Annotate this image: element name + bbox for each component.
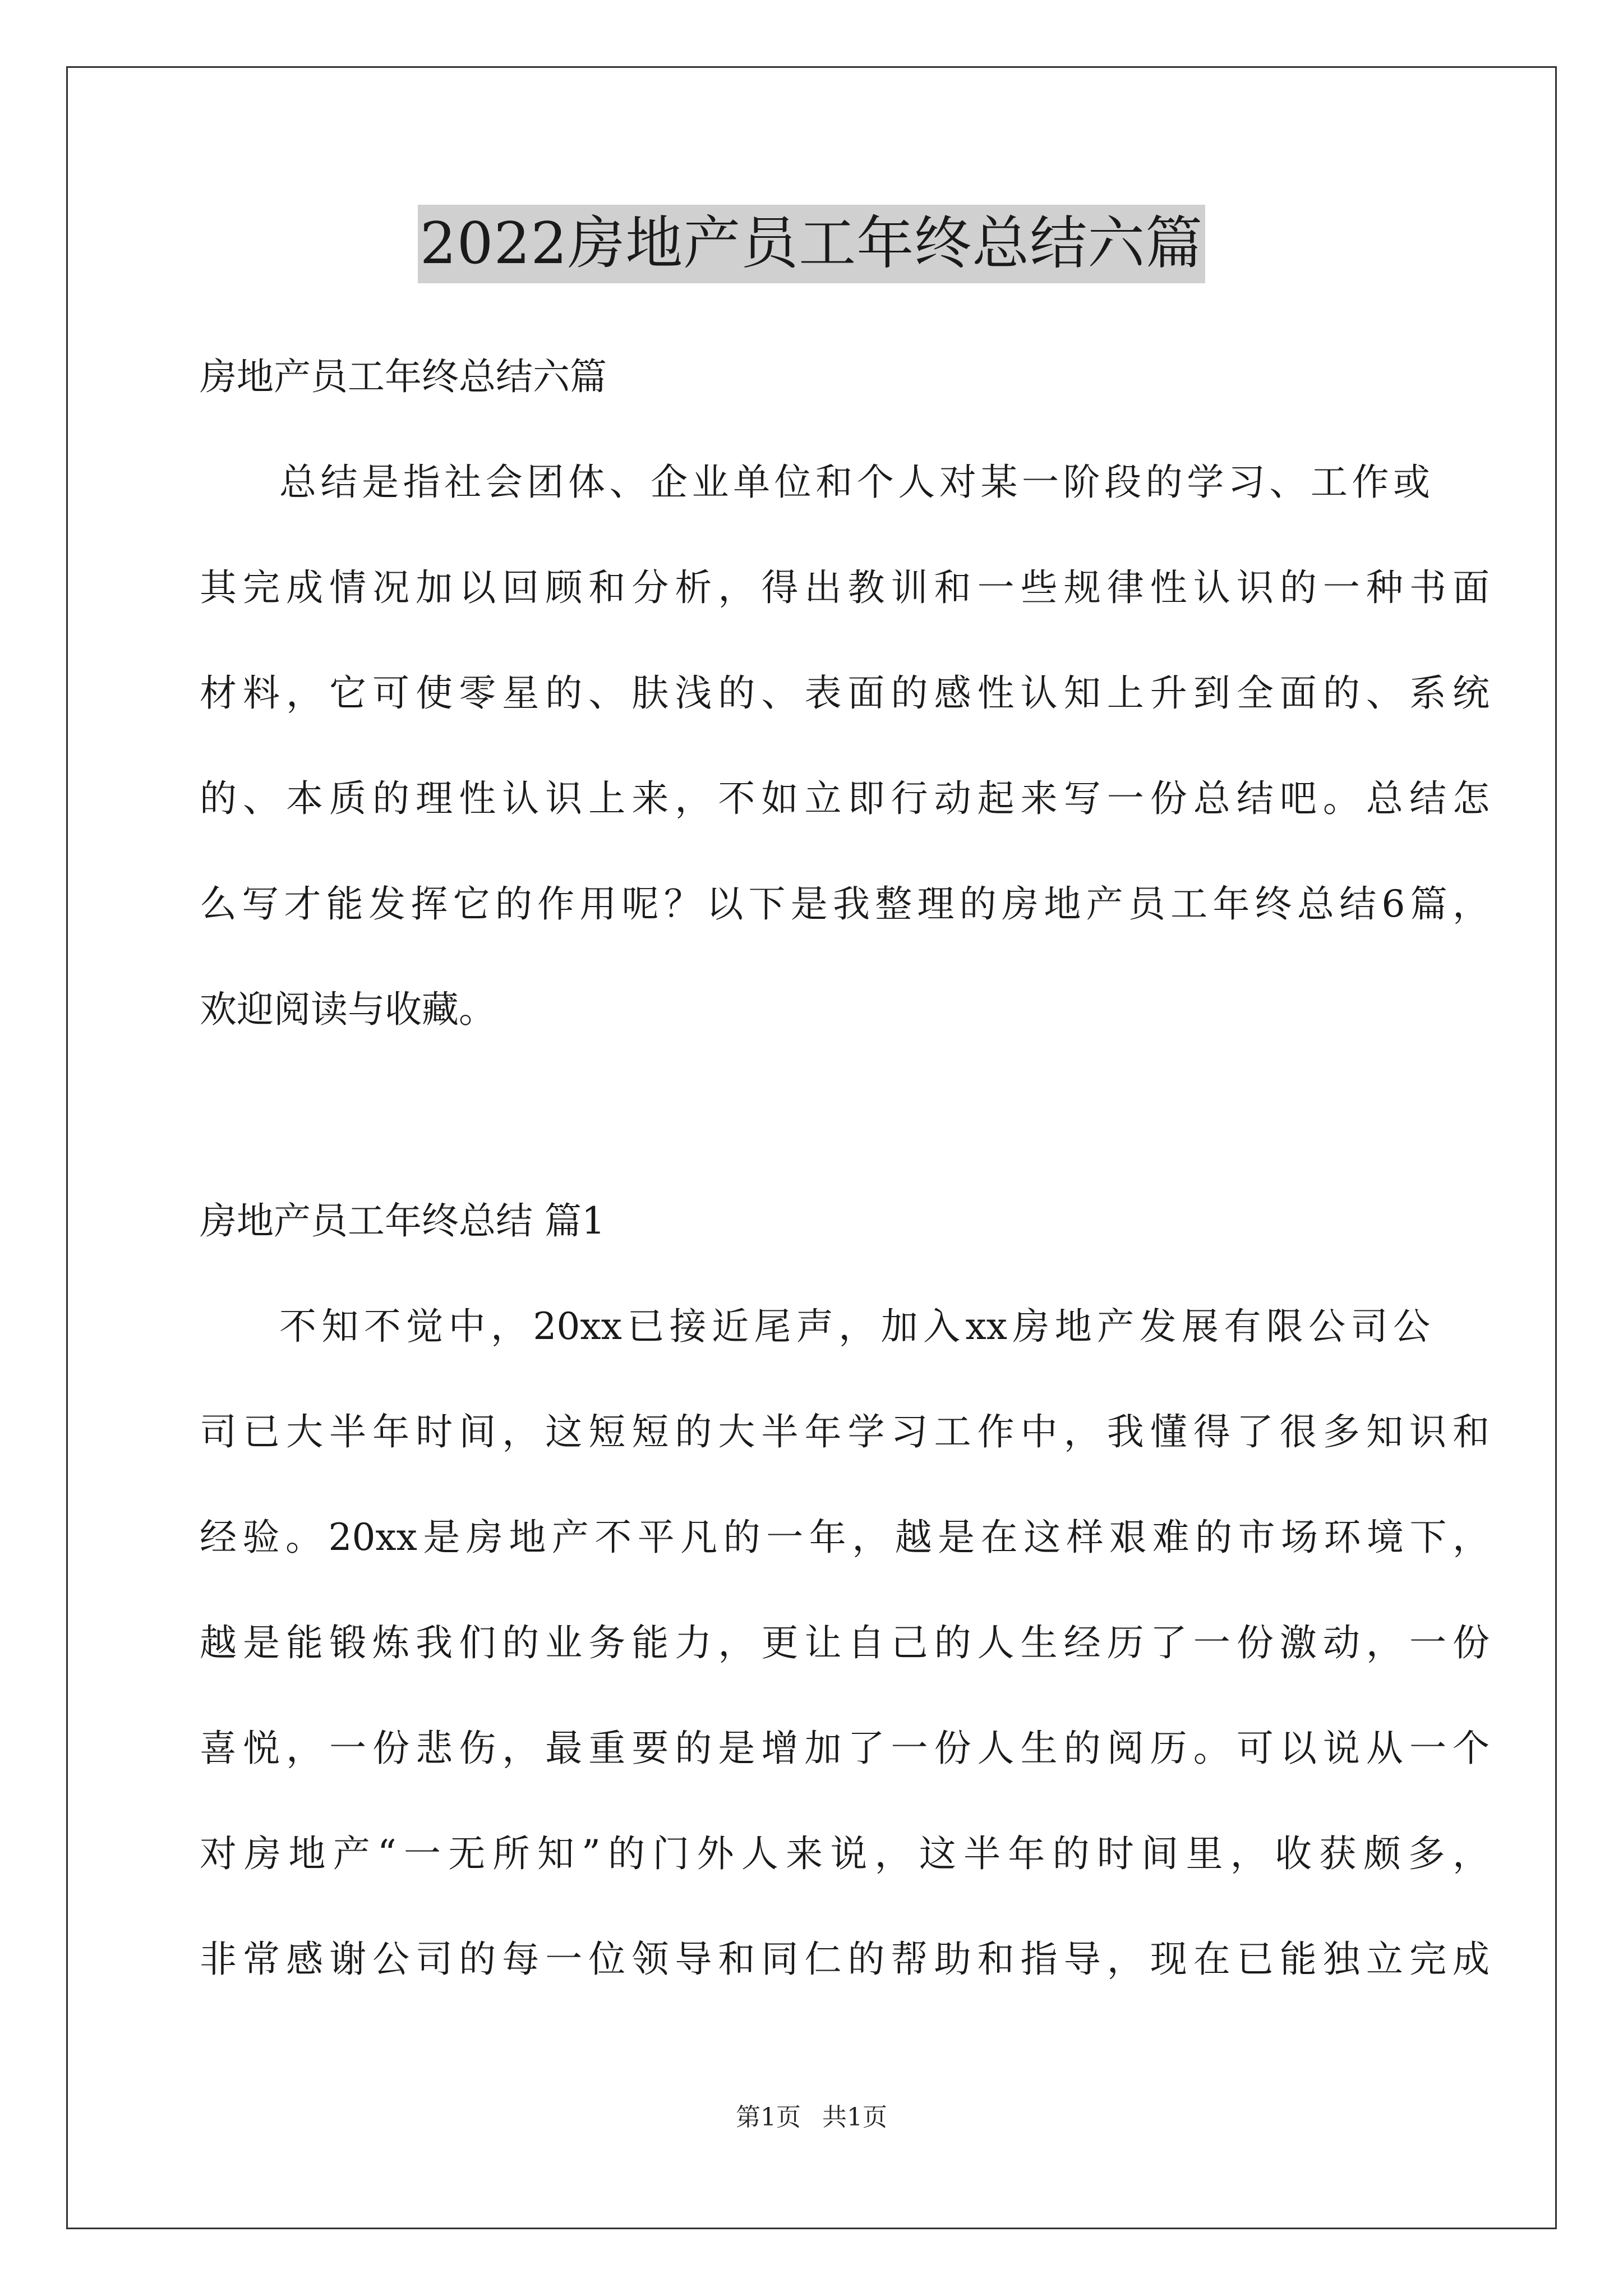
section-paragraph-line: 司已大半年时间，这短短的大半年学习工作中，我懂得了很多知识和 [200, 1410, 1490, 1453]
section-paragraph-line: 喜悦，一份悲伤，最重要的是增加了一份人生的阅历。可以说从一个 [200, 1727, 1490, 1770]
section-paragraph-line: 经验。20xx是房地产不平凡的一年，越是在这样艰难的市场环境下， [200, 1516, 1490, 1559]
document-subtitle: 房地产员工年终总结六篇 [200, 355, 607, 398]
title-container [0, 205, 1623, 283]
intro-paragraph-line: 其完成情况加以回顾和分析，得出教训和一些规律性认识的一种书面 [200, 566, 1490, 609]
section-paragraph-line: 对房地产“一无所知”的门外人来说，这半年的时间里，收获颇多， [200, 1832, 1490, 1875]
page-footer [0, 2101, 1623, 2134]
section-paragraph-line: 非常感谢公司的每一位领导和同仁的帮助和指导，现在已能独立完成 [200, 1938, 1490, 1981]
intro-paragraph-line: 么写才能发挥它的作用呢？以下是我整理的房地产员工年终总结6篇， [200, 882, 1490, 926]
page-number: 第1页 [736, 2103, 801, 2132]
intro-paragraph-line: 的、本质的理性认识上来，不如立即行动起来写一份总结吧。总结怎 [200, 777, 1490, 820]
section-paragraph-line: 越是能锻炼我们的业务能力，更让自己的人生经历了一份激动，一份 [200, 1621, 1490, 1664]
intro-paragraph-line: 材料，它可使零星的、肤浅的、表面的感性认知上升到全面的、系统 [200, 671, 1490, 715]
page-total: 共1页 [822, 2103, 887, 2132]
section-paragraph-line: 不知不觉中，20xx已接近尾声，加入xx房地产发展有限公司公 [279, 1305, 1430, 1348]
document-title: 2022房地产员工年终总结六篇 [418, 205, 1206, 283]
intro-paragraph-line: 欢迎阅读与收藏。 [200, 988, 496, 1031]
intro-paragraph-line: 总结是指社会团体、企业单位和个人对某一阶段的学习、工作或 [279, 461, 1430, 504]
section-heading: 房地产员工年终总结 篇1 [200, 1199, 605, 1243]
